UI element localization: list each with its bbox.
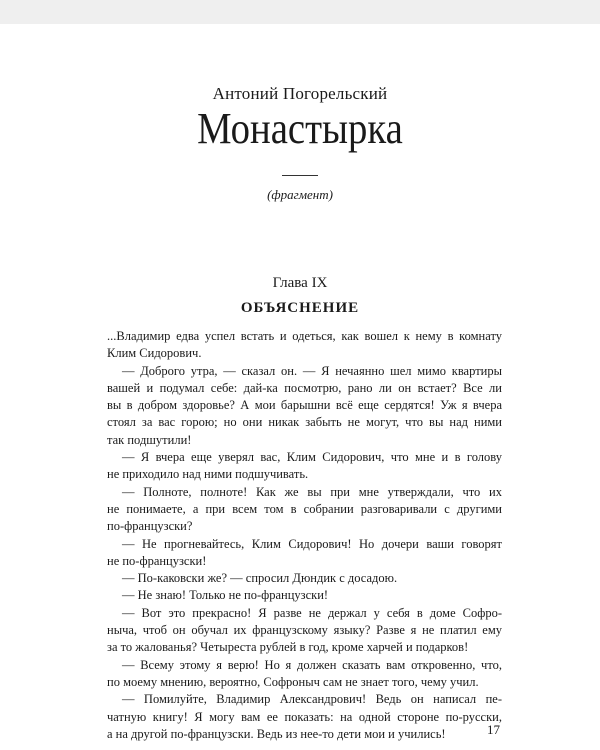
text-line: не по-французски! (107, 553, 207, 568)
text-line: по-французски? (107, 519, 193, 534)
text-line: Клим Сидорович. (107, 346, 202, 361)
text-line: по моему мнению, вероятно, Софроныч сам не знает того, чему учил. (107, 674, 479, 689)
chapter-title: ОБЪЯСНЕНИЕ (240, 300, 360, 316)
text-line: — Не знаю! Только не по-французски! (122, 588, 329, 603)
text-line: стоял за вас горою; но они никак забыть не могут, что вы над ними (107, 415, 502, 430)
text-line: ...Владимир едва успел встать и одеться, как вошел к нему в комнату (107, 329, 502, 343)
text-line: так подшутили! (107, 432, 192, 447)
text-line: вы в добром здоровье? А мои барышни всё еще сердятся! Уж я вчера (107, 398, 502, 413)
page-number: 17 (487, 722, 500, 737)
text-line: — Помилуйте, Владимир Александрович! Ведь он написал пе- (122, 692, 502, 707)
text-line: не понимаете, а при всем том в собрании разговаривали с другими (107, 501, 502, 516)
top-band (0, 0, 600, 24)
text-line: не приходило над ними подшучивать. (107, 467, 309, 482)
text-line: — Всему этому я верю! Но я должен сказать вам откровенно, что, (122, 657, 502, 672)
work-title: Монастырка (197, 104, 403, 153)
text-line: чатную книгу! Я могу вам ее показать: на одной стороне по-русски, (107, 709, 502, 724)
text-line: ныча, чтоб он обучал их французскому языку? Разве я не платил ему (107, 623, 502, 638)
text-line: — Вот это прекрасно! Я разве не держал у себя в доме Софро- (122, 605, 502, 620)
text-line: — Полноте, полноте! Как же вы при мне утверждали, что их (122, 484, 502, 499)
text-line: а на другой по-французски. Ведь из нее-то дети мои и учились! (107, 726, 446, 741)
title-divider (282, 175, 318, 176)
text-line: вашей и подумал себе: дай-ка посмотрю, рано ли он встает? Все ли (107, 380, 502, 395)
text-line: — Я вчера еще уверял вас, Клим Сидорович, что мне и в голову (122, 450, 502, 465)
text-line: — По-каковски же? — спросил Дюндик с досадою. (122, 571, 398, 586)
book-page (0, 24, 600, 750)
author-name: Антоний Погорельский (212, 84, 388, 103)
body-text (107, 328, 502, 743)
fragment-note: (фрагмент) (267, 187, 333, 202)
text-line: — Не прогневайтесь, Клим Сидорович! Но дочери ваши говорят (122, 536, 502, 551)
text-line: за то жалованья? Четыреста рублей в год, кроме харчей и подарков! (107, 640, 469, 655)
text-line: — Доброго утра, — сказал он. — Я нечаянно шел мимо квартиры (122, 363, 502, 378)
chapter-number: Глава IX (272, 275, 328, 291)
